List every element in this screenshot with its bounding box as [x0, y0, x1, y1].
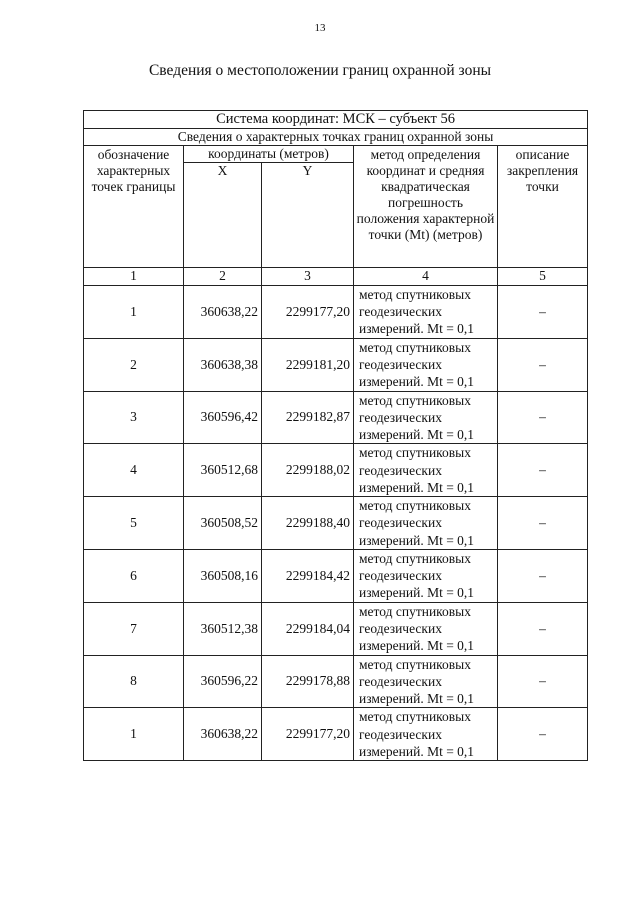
method-description: метод спутниковых геодезических измерений. Mt = 0,1 — [354, 285, 498, 338]
method-description: метод спутниковых геодезических измерений. Mt = 0,1 — [354, 444, 498, 497]
fixing-description: – — [498, 602, 588, 655]
header-row — [84, 146, 588, 163]
x-coordinate: 360512,38 — [184, 602, 262, 655]
boundary-points-table — [83, 110, 588, 761]
y-coordinate: 2299177,20 — [262, 285, 354, 338]
x-coordinate: 360508,16 — [184, 549, 262, 602]
method-description: метод спутниковых геодезических измерений. Mt = 0,1 — [354, 708, 498, 761]
y-coordinate: 2299181,20 — [262, 338, 354, 391]
header-point-designation: обозначение характерных точек границы — [84, 146, 184, 268]
y-coordinate: 2299177,20 — [262, 708, 354, 761]
column-numbers-row — [84, 267, 588, 285]
header-method: метод определения координат и средняя квадратическая погрешность положения характерной точки (Mt) (метров) — [354, 146, 498, 268]
x-coordinate: 360638,22 — [184, 285, 262, 338]
table-body — [84, 111, 588, 761]
table-row — [84, 549, 588, 602]
table-row — [84, 497, 588, 550]
fixing-description: – — [498, 444, 588, 497]
point-label: 7 — [84, 602, 184, 655]
fixing-description: – — [498, 708, 588, 761]
x-coordinate: 360596,22 — [184, 655, 262, 708]
fixing-description: – — [498, 391, 588, 444]
method-description: метод спутниковых геодезических измерений. Mt = 0,1 — [354, 391, 498, 444]
column-number: 4 — [354, 267, 498, 285]
x-coordinate: 360638,22 — [184, 708, 262, 761]
section-title: Сведения о характерных точках границ охранной зоны — [84, 129, 588, 146]
point-label: 1 — [84, 285, 184, 338]
x-coordinate: 360512,68 — [184, 444, 262, 497]
x-coordinate: 360596,42 — [184, 391, 262, 444]
method-description: метод спутниковых геодезических измерений. Mt = 0,1 — [354, 655, 498, 708]
fixing-description: – — [498, 549, 588, 602]
table-row — [84, 391, 588, 444]
x-coordinate: 360638,38 — [184, 338, 262, 391]
x-coordinate: 360508,52 — [184, 497, 262, 550]
coordinate-system-label: Система координат: МСК – субъект 56 — [84, 111, 588, 129]
fixing-description: – — [498, 497, 588, 550]
column-number: 1 — [84, 267, 184, 285]
header-y: Y — [262, 162, 354, 267]
method-description: метод спутниковых геодезических измерений. Mt = 0,1 — [354, 549, 498, 602]
header-x: X — [184, 162, 262, 267]
section-title-row — [84, 129, 588, 146]
method-description: метод спутниковых геодезических измерений. Mt = 0,1 — [354, 497, 498, 550]
y-coordinate: 2299178,88 — [262, 655, 354, 708]
header-coordinates: координаты (метров) — [184, 146, 354, 163]
y-coordinate: 2299184,04 — [262, 602, 354, 655]
point-label: 5 — [84, 497, 184, 550]
point-label: 1 — [84, 708, 184, 761]
y-coordinate: 2299188,02 — [262, 444, 354, 497]
table-row — [84, 655, 588, 708]
y-coordinate: 2299188,40 — [262, 497, 354, 550]
coordinate-system-row — [84, 111, 588, 129]
y-coordinate: 2299184,42 — [262, 549, 354, 602]
y-coordinate: 2299182,87 — [262, 391, 354, 444]
point-label: 6 — [84, 549, 184, 602]
table-row — [84, 444, 588, 497]
point-label: 2 — [84, 338, 184, 391]
fixing-description: – — [498, 285, 588, 338]
column-number: 5 — [498, 267, 588, 285]
method-description: метод спутниковых геодезических измерений. Mt = 0,1 — [354, 602, 498, 655]
table-row — [84, 285, 588, 338]
document-title: Сведения о местоположении границ охранной зоны — [148, 62, 492, 79]
page-number: 13 — [314, 22, 326, 34]
fixing-description: – — [498, 338, 588, 391]
point-label: 4 — [84, 444, 184, 497]
point-label: 3 — [84, 391, 184, 444]
point-label: 8 — [84, 655, 184, 708]
table-row — [84, 708, 588, 761]
header-description: описание закрепления точки — [498, 146, 588, 268]
column-number: 3 — [262, 267, 354, 285]
table-row — [84, 338, 588, 391]
method-description: метод спутниковых геодезических измерений. Mt = 0,1 — [354, 338, 498, 391]
column-number: 2 — [184, 267, 262, 285]
table-row — [84, 602, 588, 655]
fixing-description: – — [498, 655, 588, 708]
